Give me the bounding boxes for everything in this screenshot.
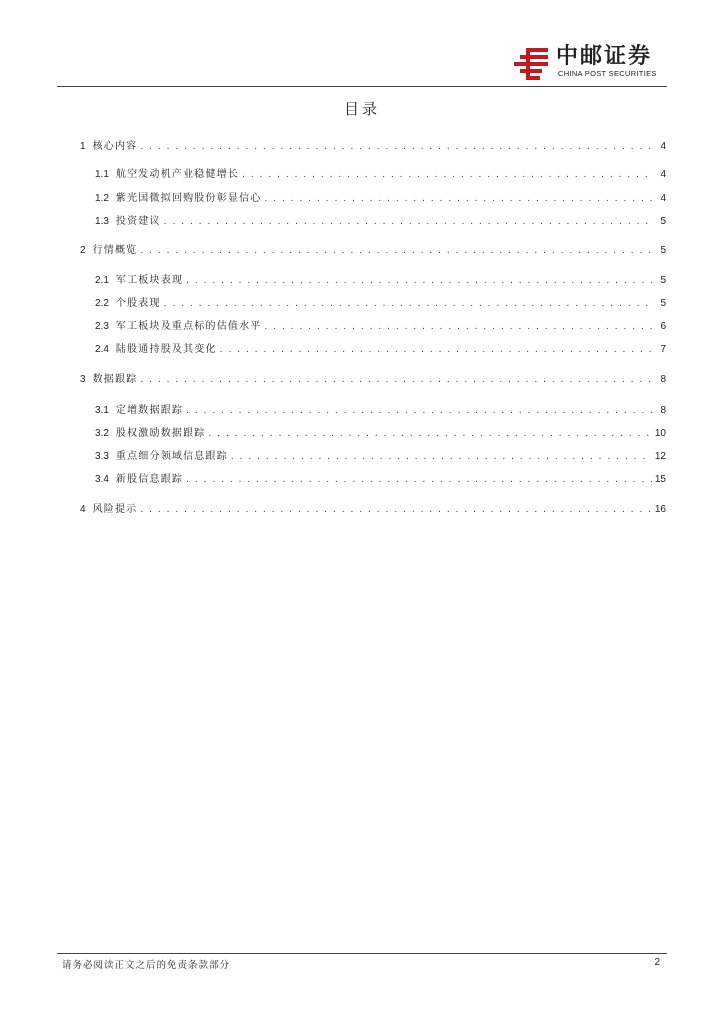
toc-entry-label: 航空发动机产业稳健增长 [115, 169, 240, 180]
toc-entry-number: 3.3 [95, 451, 109, 462]
toc-entry-number: 1.1 [95, 169, 109, 180]
toc-entry-3-2[interactable] [95, 426, 666, 442]
toc-entry-page: 16 [654, 504, 666, 515]
toc-entry-number: 2.1 [95, 275, 109, 286]
toc-entry-2[interactable] [80, 243, 666, 259]
brand-name-cn: 中邮证券 [556, 44, 653, 69]
page-number: 2 [654, 957, 660, 968]
toc-entry-page: 12 [654, 451, 666, 462]
toc-entry-number: 2.3 [95, 321, 109, 332]
toc-entry-label: 陆股通持股及其变化 [115, 344, 217, 355]
toc-leader-dots [164, 214, 653, 230]
toc-entry-4[interactable] [80, 502, 666, 518]
toc-entry-label: 重点细分领域信息跟踪 [115, 451, 228, 462]
toc-entry-number: 1.3 [95, 216, 109, 227]
toc-entry-page: 5 [660, 275, 666, 286]
toc-entry-label: 风险提示 [92, 504, 138, 515]
header-divider [57, 86, 667, 87]
toc-entry-2-3[interactable] [95, 319, 666, 335]
toc-leader-dots [186, 273, 653, 289]
toc-leader-dots [231, 449, 652, 465]
toc-entry-3-1[interactable] [95, 403, 666, 419]
toc-entry-2-1[interactable] [95, 273, 666, 289]
toc-entry-number: 4 [80, 504, 86, 515]
toc-leader-dots [164, 296, 653, 312]
toc-leader-dots [265, 319, 653, 335]
china-post-logo-icon [512, 46, 552, 82]
toc-entry-label: 核心内容 [92, 141, 138, 152]
toc-entry-label: 紫光国微拟回购股份彰显信心 [115, 193, 262, 204]
toc-leader-dots [220, 342, 653, 358]
toc-leader-dots [186, 403, 653, 419]
toc-entry-number: 1 [80, 141, 86, 152]
brand-name-en: CHINA POST SECURITIES [558, 69, 657, 78]
toc-entry-number: 2 [80, 245, 86, 256]
footer-divider [57, 953, 667, 954]
toc-entry-label: 股权激励数据跟踪 [115, 428, 206, 439]
toc-leader-dots [242, 167, 653, 183]
toc-entry-number: 2.2 [95, 298, 109, 309]
toc-entry-page: 5 [660, 216, 666, 227]
toc-leader-dots [209, 426, 652, 442]
toc-entry-label: 新股信息跟踪 [115, 474, 184, 485]
toc-entry-label: 行情概览 [92, 245, 138, 256]
company-logo [512, 44, 672, 84]
toc-leader-dots [140, 243, 653, 259]
toc-entry-number: 3.1 [95, 405, 109, 416]
toc-entry-label: 军工板块及重点标的估值水平 [115, 321, 262, 332]
toc-entry-3-3[interactable] [95, 449, 666, 465]
toc-entry-label: 数据跟踪 [92, 374, 138, 385]
toc-leader-dots [140, 139, 653, 155]
toc-entry-page: 7 [660, 344, 666, 355]
toc-entry-number: 2.4 [95, 344, 109, 355]
toc-entry-2-4[interactable] [95, 342, 666, 358]
toc-entry-1-2[interactable] [95, 191, 666, 207]
footer-disclaimer: 请务必阅读正文之后的免责条款部分 [62, 960, 231, 971]
toc-leader-dots [140, 372, 653, 388]
toc-entry-page: 6 [660, 321, 666, 332]
toc-entry-page: 4 [660, 193, 666, 204]
toc-entry-3[interactable] [80, 372, 666, 388]
toc-leader-dots [186, 472, 652, 488]
toc-entry-3-4[interactable] [95, 472, 666, 488]
toc-entry-2-2[interactable] [95, 296, 666, 312]
toc-entry-number: 3.4 [95, 474, 109, 485]
toc-title: 目录 [343, 100, 380, 118]
toc-entry-label: 投资建议 [115, 216, 161, 227]
toc-entry-page: 5 [660, 298, 666, 309]
toc-leader-dots [265, 191, 653, 207]
toc-entry-page: 4 [660, 169, 666, 180]
toc-entry-1-1[interactable] [95, 167, 666, 183]
toc-entry-page: 5 [660, 245, 666, 256]
toc-entry-label: 个股表现 [115, 298, 161, 309]
toc-entry-number: 1.2 [95, 193, 109, 204]
toc-entry-number: 3.2 [95, 428, 109, 439]
toc-entry-1-3[interactable] [95, 214, 666, 230]
toc-entry-page: 8 [660, 374, 666, 385]
toc-entry-page: 10 [654, 428, 666, 439]
toc-entry-page: 15 [654, 474, 666, 485]
toc-entry-page: 8 [660, 405, 666, 416]
toc-entry-label: 军工板块表现 [115, 275, 184, 286]
toc-entry-1[interactable] [80, 139, 666, 155]
toc-entry-page: 4 [660, 141, 666, 152]
toc-entry-label: 定增数据跟踪 [115, 405, 184, 416]
toc-leader-dots [140, 502, 652, 518]
toc-entry-number: 3 [80, 374, 86, 385]
